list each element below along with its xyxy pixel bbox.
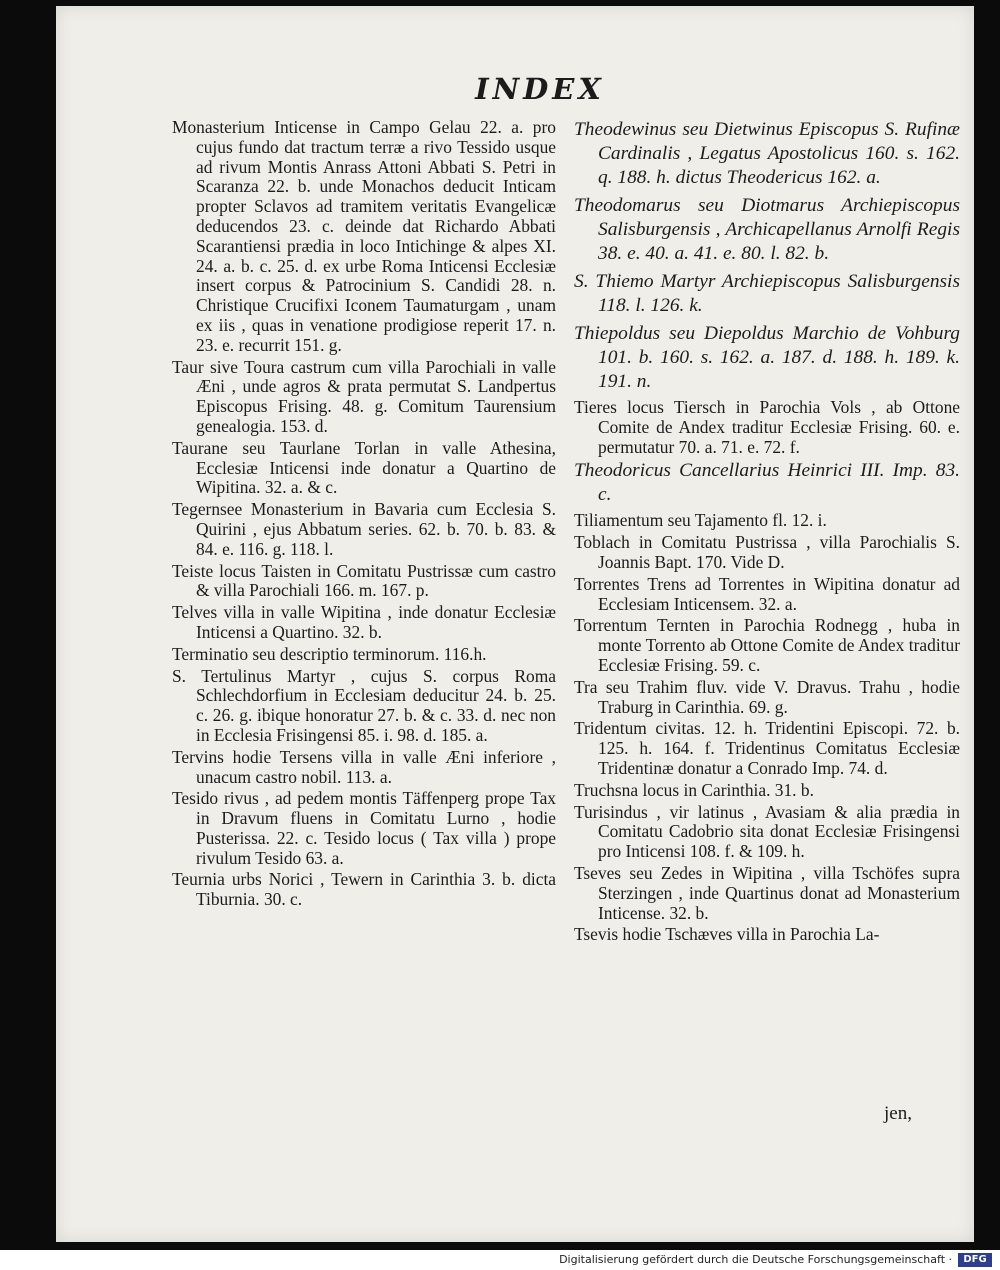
index-entry: Teurnia urbs Norici , Tewern in Carinthia 3. b. dicta Tiburnia. 30. c. bbox=[172, 869, 556, 910]
index-entry: Taurane seu Taurlane Torlan in valle Athesina, Ecclesiæ Inticensi inde donatur a Quartino de Wipitina. 32. a. & c. bbox=[172, 437, 556, 498]
index-entry: Telves villa in valle Wipitina , inde donatur Ecclesiæ Inticensi a Quartino. 32. b. bbox=[172, 602, 556, 642]
index-entry: Tesido rivus , ad pedem montis Täffenperg prope Tax in Dravum fluens in Comitatu Lurno , hodie Pusterissa. 22. c. Tesido locus ( Tax villa ) prope rivulum Tesido 63. a. bbox=[172, 788, 556, 868]
index-entry: Theodomarus seu Diotmarus Archiepiscopus Salisburgensis , Archicapellanus Arnolfi Regis 38. e. 40. a. 41. e. 80. l. 82. b. bbox=[574, 195, 960, 264]
index-entry: Tegernsee Monasterium in Bavaria cum Ecclesia S. Quirini , ejus Abbatum series. 62. b. 70. b. 83. & 84. e. 116. g. 118. l. bbox=[172, 499, 556, 559]
index-entry: Tervins hodie Tersens villa in valle Æni inferiore , unacum castro nobil. 113. a. bbox=[172, 746, 556, 787]
footer-credit: Digitalisierung gefördert durch die Deutsche Forschungsgemeinschaft · bbox=[559, 1253, 952, 1266]
index-entry: Tseves seu Zedes in Wipitina , villa Tschöfes supra Sterzingen , inde Quartinus donat ad Monasterium Inticense. 32. b. bbox=[574, 862, 960, 923]
footer-bar bbox=[0, 1250, 1000, 1270]
index-entry: S. Tertulinus Martyr , cujus S. corpus Roma Schlechdorfium in Ecclesiam deducitur 24. b. 25. c. 26. g. ibique honoratur 27. b. & c. 33. d. nec non in Ecclesia Frisingensi 85. i. 98. d. 185. a. bbox=[172, 665, 556, 745]
index-entry: Torrentum Ternten in Parochia Rodnegg , huba in monte Torrento ab Ottone Comite de Andex traditur Ecclesiæ Frising. 59. c. bbox=[574, 615, 960, 675]
dfg-logo: DFG bbox=[958, 1253, 992, 1267]
index-entry: Theodewinus seu Dietwinus Episcopus S. Rufinæ Cardinalis , Legatus Apostolicus 160. s. 162. q. 188. h. dictus Theodericus 162. a. bbox=[574, 119, 960, 188]
index-entry: Torrentes Trens ad Torrentes in Wipitina donatur ad Ecclesiam Inticensem. 32. a. bbox=[574, 573, 960, 614]
index-entry: Theodoricus Cancellarius Heinrici III. Imp. 83. c. bbox=[574, 460, 960, 506]
index-entry: Tsevis hodie Tschæves villa in Parochia La- bbox=[574, 924, 880, 945]
index-column-right bbox=[574, 118, 960, 947]
index-entry: Tra seu Trahim fluv. vide V. Dravus. Trahu , hodie Traburg in Carinthia. 69. g. bbox=[574, 676, 960, 717]
index-entry: Thiepoldus seu Diepoldus Marchio de Vohburg 101. b. 160. s. 162. a. 187. d. 188. h. 189. k. 191. n. bbox=[574, 323, 960, 392]
index-entry: Teiste locus Taisten in Comitatu Pustrissæ cum castro & villa Parochiali 166. m. 167. p. bbox=[172, 560, 556, 601]
index-entry: Toblach in Comitatu Pustrissa , villa Parochialis S. Joannis Bapt. 170. Vide D. bbox=[574, 532, 960, 572]
page-header: INDEX bbox=[475, 72, 605, 106]
index-entry: Tieres locus Tiersch in Parochia Vols , ab Ottone Comite de Andex traditur Ecclesiæ Frising. 60. e. permutatur 70. a. 71. e. 72. f. bbox=[574, 397, 960, 457]
index-entry: Truchsna locus in Carinthia. 31. b. bbox=[574, 779, 814, 800]
index-entry: Taur sive Toura castrum cum villa Parochiali in valle Æni , unde agros & prata permutat S. Landpertus Episcopus Frising. 48. g. Comitum Taurensium genealogia. 153. d. bbox=[172, 356, 556, 436]
index-column-left bbox=[172, 118, 556, 912]
index-entry: Tiliamentum seu Tajamento fl. 12. i. bbox=[574, 510, 827, 531]
catchword: jen, bbox=[884, 1103, 912, 1124]
index-entry: Monasterium Inticense in Campo Gelau 22. a. pro cujus fundo dat tractum terræ a rivo Tessido usque ad rivum Montis Anrass Attoni Abbati S. Petri in Scaranza 22. b. unde Monachos deducit Inticam propter Sclavos ad tramitem veritatis Evangelicæ deducendos 23. c. deinde dat Richardo Abbati Scarantiensi prædia in loco Intichinge & alpes XI. 24. a. b. c. 25. d. ex urbe Roma Inticensi Ecclesiæ insert corpus & Patrocinium S. Candidi 28. n. Christique Crucifixi Iconem Taumaturgam , unam ex iis , quas in venatione prodigiose reperit 17. n. 23. e. recurrit 151. g. bbox=[172, 117, 556, 355]
index-entry: Turisindus , vir latinus , Avasiam & alia prædia in Comitatu Cadobrio sita donat Ecclesiæ Frisingensi pro Inticensi 108. f. & 109. h. bbox=[574, 801, 960, 862]
index-entry: S. Thiemo Martyr Archiepiscopus Salisburgensis 118. l. 126. k. bbox=[574, 271, 960, 316]
index-entry: Tridentum civitas. 12. h. Tridentini Episcopi. 72. b. 125. h. 164. f. Tridentinus Comitatus Ecclesiæ Tridentinæ donatur a Conrado Imp. 74. d. bbox=[574, 718, 960, 778]
index-entry: Terminatio seu descriptio terminorum. 116.h. bbox=[172, 643, 487, 664]
